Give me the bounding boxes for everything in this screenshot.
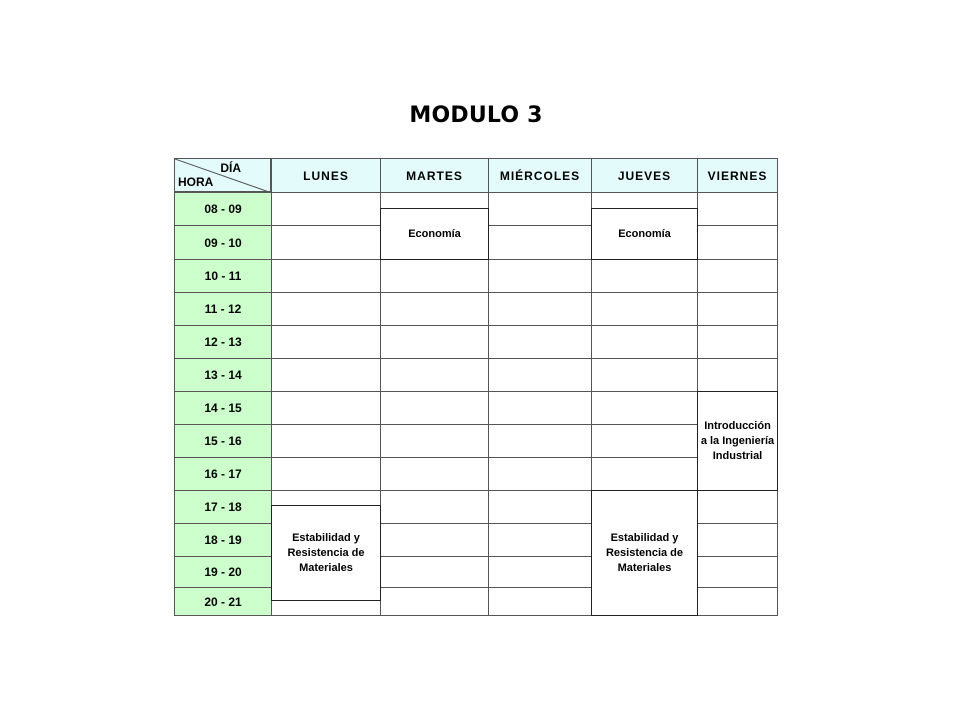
empty-slot: [697, 292, 778, 326]
empty-slot: [488, 225, 592, 260]
empty-slot: [697, 523, 778, 557]
subject-block: Economía: [380, 208, 489, 260]
empty-slot: [697, 490, 778, 524]
hour-label: 15 - 16: [174, 424, 272, 458]
empty-slot: [591, 391, 698, 425]
empty-slot: [271, 391, 381, 425]
hour-label: 17 - 18: [174, 490, 272, 524]
empty-slot: [591, 358, 698, 392]
empty-slot: [380, 325, 489, 359]
empty-slot: [697, 192, 778, 226]
empty-slot: [380, 424, 489, 458]
day-header: MARTES: [380, 158, 489, 193]
hour-label: 11 - 12: [174, 292, 272, 326]
empty-slot: [697, 325, 778, 359]
empty-slot: [488, 523, 592, 557]
hour-label: 18 - 19: [174, 523, 272, 557]
empty-slot: [488, 490, 592, 524]
empty-slot: [591, 325, 698, 359]
empty-slot: [380, 259, 489, 293]
page-title: MODULO 3: [409, 103, 543, 128]
empty-slot: [380, 490, 489, 524]
empty-slot: [271, 225, 381, 260]
hour-label: 08 - 09: [174, 192, 272, 226]
empty-slot: [488, 587, 592, 616]
empty-slot: [271, 457, 381, 491]
empty-slot: [380, 358, 489, 392]
empty-slot: [488, 192, 592, 226]
empty-slot: [271, 358, 381, 392]
empty-slot: [380, 556, 489, 588]
hour-label: 19 - 20: [174, 556, 272, 588]
hour-label: 10 - 11: [174, 259, 272, 293]
empty-slot: [488, 424, 592, 458]
empty-slot: [591, 192, 698, 209]
empty-slot: [271, 192, 381, 226]
subject-block: Estabilidad y Resistencia de Materiales: [591, 490, 698, 616]
hour-label: 13 - 14: [174, 358, 272, 392]
empty-slot: [271, 600, 381, 616]
empty-slot: [591, 292, 698, 326]
empty-slot: [380, 587, 489, 616]
empty-slot: [591, 259, 698, 293]
empty-slot: [591, 457, 698, 491]
empty-slot: [591, 424, 698, 458]
empty-slot: [380, 457, 489, 491]
empty-slot: [488, 259, 592, 293]
empty-slot: [271, 259, 381, 293]
hour-label: 09 - 10: [174, 225, 272, 260]
day-header: VIERNES: [697, 158, 778, 193]
empty-slot: [488, 292, 592, 326]
empty-slot: [271, 424, 381, 458]
day-header: MIÉRCOLES: [488, 158, 592, 193]
empty-slot: [697, 225, 778, 260]
empty-slot: [271, 292, 381, 326]
corner-header: [174, 158, 271, 192]
hour-label: 12 - 13: [174, 325, 272, 359]
subject-block: Economía: [591, 208, 698, 260]
hour-label: 20 - 21: [174, 587, 272, 616]
day-header: JUEVES: [591, 158, 698, 193]
subject-block: Introducción a la Ingeniería Industrial: [697, 391, 778, 491]
empty-slot: [697, 587, 778, 616]
empty-slot: [488, 325, 592, 359]
hour-label: 16 - 17: [174, 457, 272, 491]
empty-slot: [380, 391, 489, 425]
empty-slot: [488, 457, 592, 491]
empty-slot: [697, 358, 778, 392]
empty-slot: [488, 358, 592, 392]
empty-slot: [380, 192, 489, 209]
corner-day-label: DÍA: [220, 161, 241, 175]
empty-slot: [697, 259, 778, 293]
empty-slot: [380, 292, 489, 326]
empty-slot: [271, 325, 381, 359]
hour-label: 14 - 15: [174, 391, 272, 425]
corner-hour-label: HORA: [178, 175, 214, 189]
subject-block: Estabilidad y Resistencia de Materiales: [271, 505, 381, 601]
empty-slot: [488, 556, 592, 588]
empty-slot: [271, 490, 381, 506]
empty-slot: [380, 523, 489, 557]
day-header: LUNES: [271, 158, 381, 193]
empty-slot: [697, 556, 778, 588]
empty-slot: [488, 391, 592, 425]
